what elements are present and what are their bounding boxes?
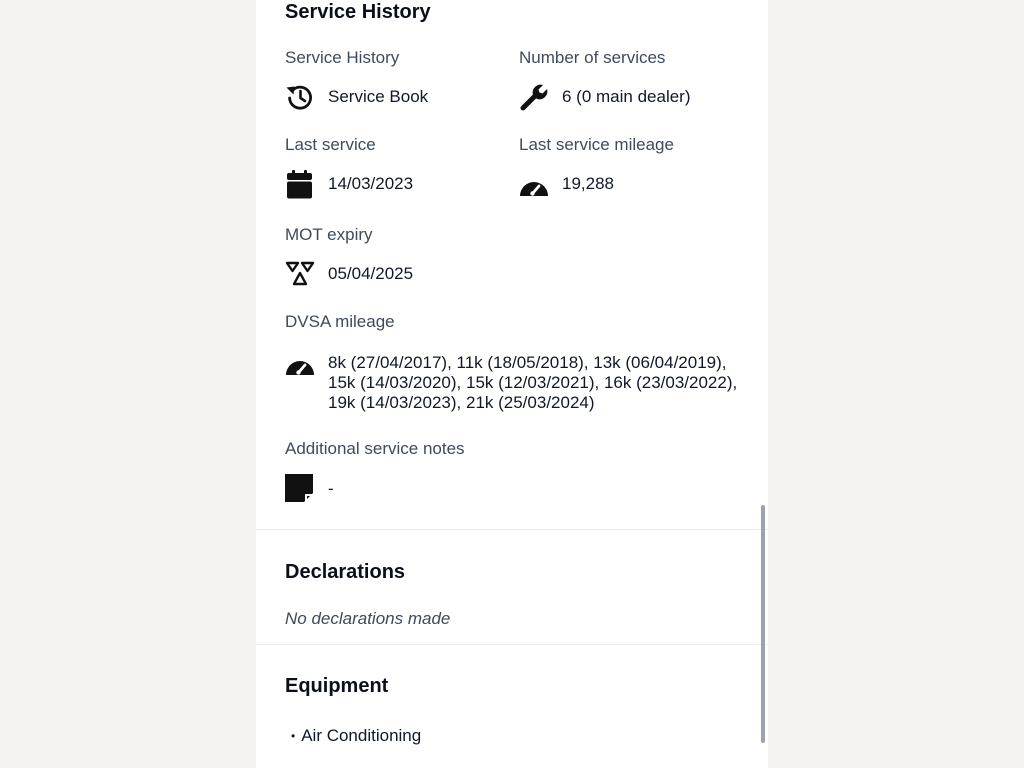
mot-expiry-value: 05/04/2025 [328,264,414,283]
last-service-mileage-value: 19,288 [562,174,614,193]
dvsa-mileage-value: 8k (27/04/2017), 11k (18/05/2018), 13k (06/04/2019), 15k (14/03/2020), 15k (12/03/2021), 16k (23/03/2022), 19k (14/03/2023), 21k (25/03/2024) [328,353,738,412]
list-item [285,726,421,746]
number-of-services-field [519,82,691,112]
bullet-icon: • [291,729,296,743]
equipment-list [285,726,421,746]
section-divider [256,529,768,530]
dvsa-mileage-field [285,348,745,413]
section-divider [256,644,768,645]
mot-expiry-field [285,259,413,289]
last-service-label: Last service [285,135,376,154]
last-service-value: 14/03/2023 [328,174,414,193]
mot-expiry-label: MOT expiry [285,225,373,244]
additional-notes-field [285,474,334,504]
service-history-value: Service Book [328,87,429,106]
last-service-mileage-label: Last service mileage [519,135,674,154]
details-panel [256,0,768,768]
mot-triangles-icon [285,259,315,289]
declarations-empty-text: No declarations made [285,609,451,628]
history-icon [285,82,315,112]
speedometer-icon [285,348,315,378]
dvsa-mileage-label: DVSA mileage [285,312,395,331]
calendar-icon [285,169,315,199]
service-history-label: Service History [285,48,400,67]
number-of-services-value: 6 (0 main dealer) [562,87,691,106]
additional-notes-label: Additional service notes [285,439,465,458]
number-of-services-label: Number of services [519,48,666,67]
wrench-icon [519,82,549,112]
last-service-mileage-field [519,169,614,199]
scrollbar-thumb[interactable] [761,505,765,743]
last-service-field [285,169,413,199]
declarations-title: Declarations [285,561,406,583]
service-history-title: Service History [285,1,431,23]
service-history-field [285,82,428,112]
speedometer-icon [519,169,549,199]
equipment-item-label: Air Conditioning [301,726,422,745]
equipment-title: Equipment [285,675,389,697]
additional-notes-value: - [328,479,334,498]
sticky-note-icon [285,474,315,504]
